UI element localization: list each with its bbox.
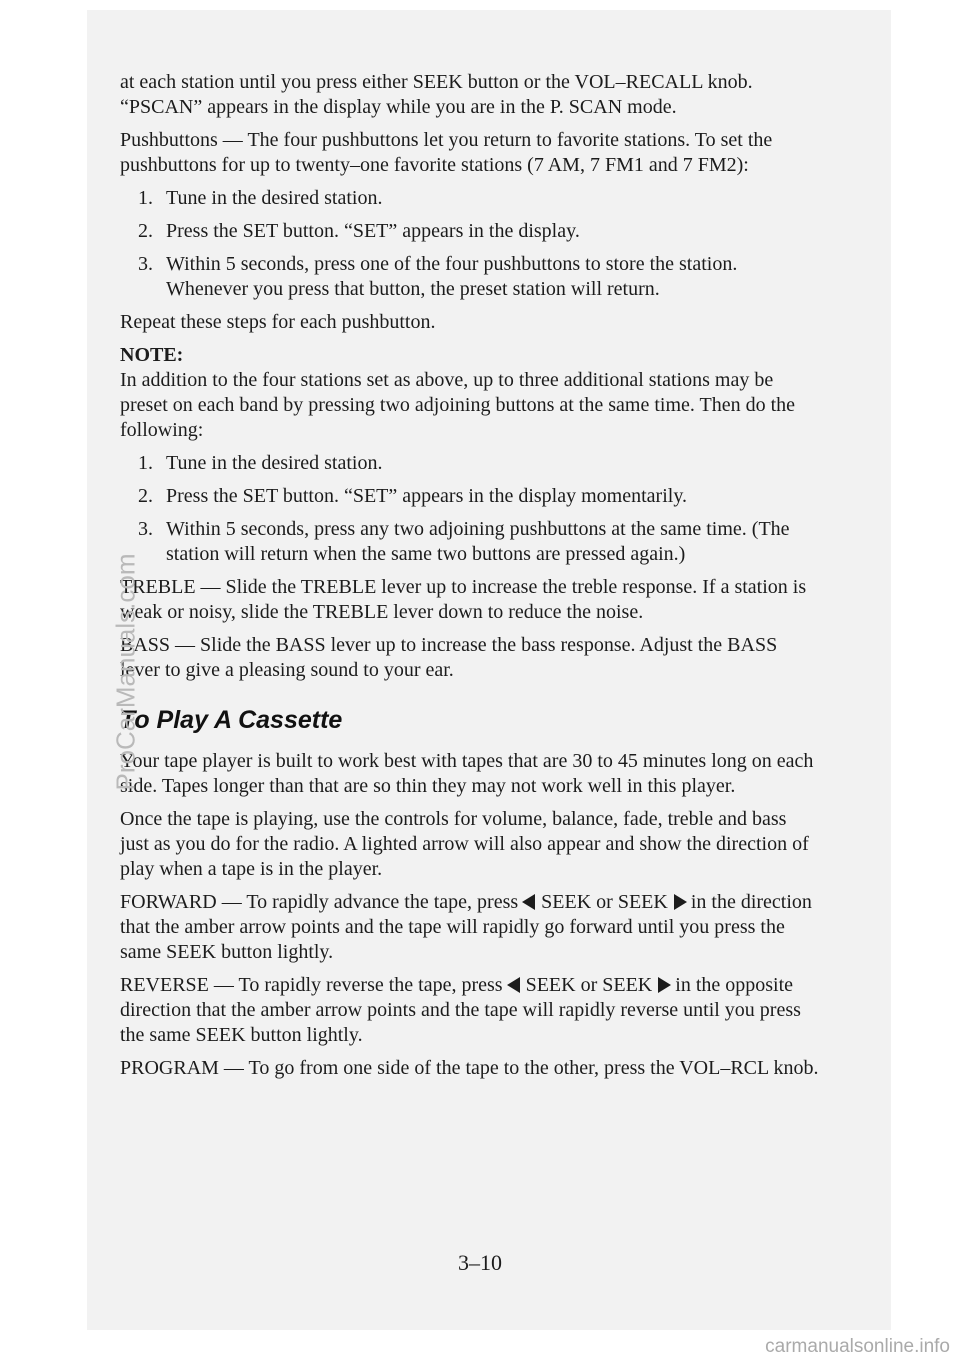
step-text: Tune in the desired station. <box>166 187 383 209</box>
right-triangle-icon <box>658 977 671 993</box>
list-item <box>120 484 820 509</box>
page-text <box>120 70 820 1089</box>
program-paragraph: PROGRAM — To go from one side of the tape to the other, press the VOL–RCL knob. <box>120 1057 819 1079</box>
intro-paragraph: at each station until you press either SEEK button or the VOL–RECALL knob. “PSCAN” appears in the display while you are in the P. SCAN mode. <box>120 71 753 118</box>
forward-paragraph <box>120 890 820 965</box>
step-text: Press the SET button. “SET” appears in the display momentarily. <box>166 485 688 507</box>
list-item <box>120 252 820 302</box>
reverse-paragraph <box>120 973 820 1048</box>
bass-paragraph: BASS — Slide the BASS lever up to increase the bass response. Adjust the BASS lever to give a pleasing sound to your ear. <box>120 634 778 681</box>
list-item <box>120 186 820 211</box>
step-number: 1. <box>138 452 153 474</box>
cassette-controls-paragraph: Once the tape is playing, use the controls for volume, balance, fade, treble and bass just as you do for the radio. A lighted arrow will also appear and show the direction of play when a tape is in the player. <box>120 808 809 880</box>
step-number: 3. <box>138 518 153 540</box>
additional-preset-steps-list <box>120 451 820 567</box>
step-text: Press the SET button. “SET” appears in the display. <box>166 220 580 242</box>
reverse-text-middle: SEEK or SEEK <box>525 974 653 996</box>
cassette-heading: To Play A Cassette <box>120 706 343 734</box>
preset-steps-list <box>120 186 820 302</box>
list-item <box>120 517 820 567</box>
reverse-text-end: in the opposite direction that the amber arrow points and the tape will rapidly reverse until you press the same SEEK button lightly. <box>120 974 801 1046</box>
note-paragraph: In addition to the four stations set as above, up to three additional stations may be preset on each band by pressing two adjoining buttons at the same time. Then do the following: <box>120 369 796 441</box>
reverse-text-start: REVERSE — To rapidly reverse the tape, press <box>120 974 503 996</box>
step-text: Within 5 seconds, press any two adjoining pushbuttons at the same time. (The station will return when the same two buttons are pressed again.) <box>166 518 790 565</box>
left-triangle-icon <box>507 977 520 993</box>
page-number: 3–10 <box>458 1250 502 1275</box>
list-item <box>120 451 820 476</box>
note-heading: NOTE: <box>120 344 184 366</box>
repeat-paragraph: Repeat these steps for each pushbutton. <box>120 311 436 333</box>
list-item <box>120 219 820 244</box>
treble-paragraph: TREBLE — Slide the TREBLE lever up to increase the treble response. If a station is weak or noisy, slide the TREBLE lever down to reduce the noise. <box>120 576 807 623</box>
forward-text-end: in the direction that the amber arrow points and the tape will rapidly go forward until you press the same SEEK button lightly. <box>120 891 812 963</box>
pushbuttons-paragraph: Pushbuttons — The four pushbuttons let you return to favorite stations. To set the pushbuttons for up to twenty–one favorite stations (7 AM, 7 FM1 and 7 FM2): <box>120 129 773 176</box>
step-number: 2. <box>138 485 153 507</box>
left-triangle-icon <box>522 894 535 910</box>
side-watermark: ProCarManuals.com <box>110 553 141 791</box>
bottom-watermark: carmanualsonline.info <box>765 1336 950 1357</box>
step-number: 2. <box>138 220 153 242</box>
step-number: 3. <box>138 253 153 275</box>
cassette-intro-paragraph: Your tape player is built to work best with tapes that are 30 to 45 minutes long on each side. Tapes longer than that are so thin they may not work well in this player. <box>120 750 814 797</box>
right-triangle-icon <box>674 894 687 910</box>
forward-text-middle: SEEK or SEEK <box>541 891 668 913</box>
step-text: Within 5 seconds, press one of the four pushbuttons to store the station. Whenever you press that button, the preset station will return. <box>166 253 738 300</box>
step-number: 1. <box>138 187 153 209</box>
step-text: Tune in the desired station. <box>166 452 383 474</box>
forward-text-start: FORWARD — To rapidly advance the tape, press <box>120 891 519 913</box>
